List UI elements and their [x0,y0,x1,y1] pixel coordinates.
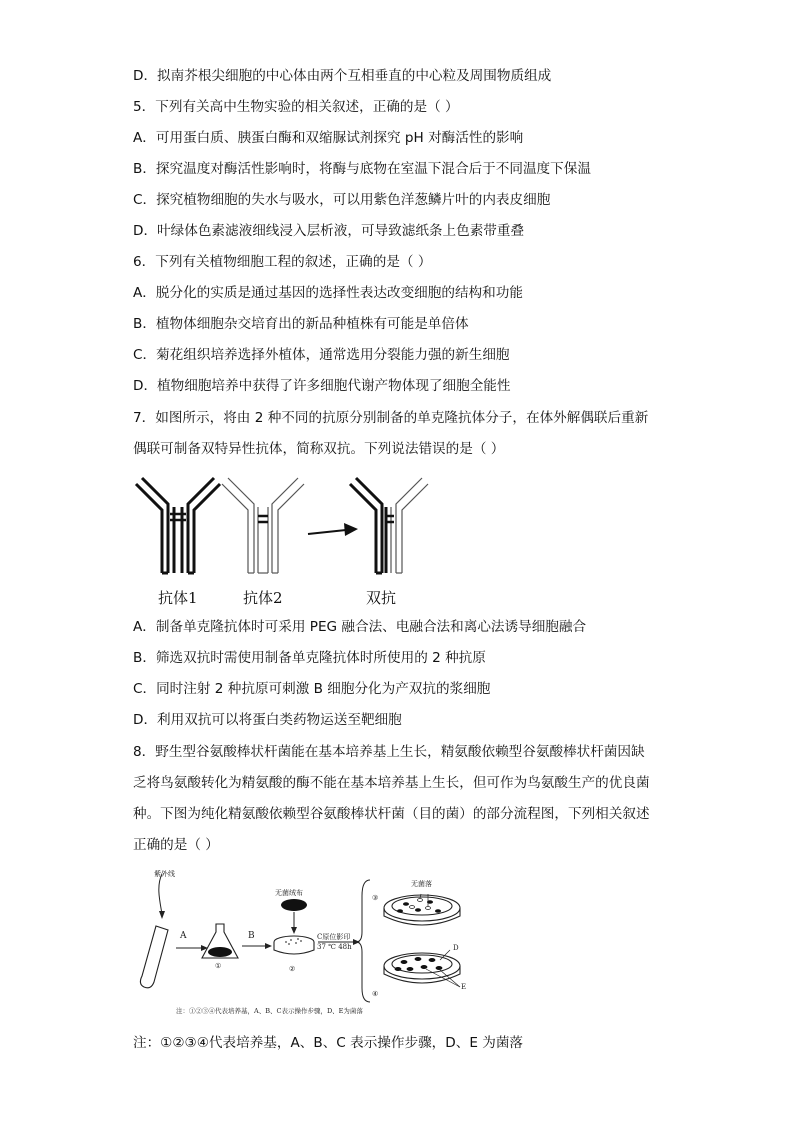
step-c-label: C原位影印 [317,933,351,941]
q5-option-c: C．探究植物细胞的失水与吸水，可以用紫色洋葱鳞片叶的内表皮细胞 [133,192,551,208]
figure-note: 注：①②③④代表培养基，A、B、C 表示操作步骤，D、E 为菌落 [133,1035,524,1051]
medium-4-label: ④ [372,990,379,998]
sterile-cloth-label: 无菌绒布 [275,889,303,897]
uv-label: 紫外线 [154,870,175,878]
q7-option-d: D．利用双抗可以将蛋白类药物运送至靶细胞 [133,712,402,728]
antibody-2-label: 抗体2 [243,589,283,607]
medium-3-label: ③ [372,894,379,902]
q6-option-d: D．植物细胞培养中获得了许多细胞代谢产物体现了细胞全能性 [133,378,511,394]
question-8-line3: 种。下图为纯化精氨酸依赖型谷氨酸棒状杆菌（目的菌）的部分流程图，下列相关叙述 [133,806,650,822]
q7-option-b: B．筛选双抗时需使用制备单克隆抗体时所使用的 2 种抗原 [133,650,486,666]
antibody-figure [130,470,450,600]
question-7-line1: 7．如图所示，将由 2 种不同的抗原分别制备的单克隆抗体分子，在体外解偶联后重新 [133,410,649,426]
flow-figure-note: 注：①②③④代表培养基，A、B、C表示操作步骤，D、E为菌落 [176,1007,363,1015]
flow-figure [134,866,494,1016]
q7-option-c: C．同时注射 2 种抗原可刺激 B 细胞分化为产双抗的浆细胞 [133,681,491,697]
petri-dish-2 [274,936,314,954]
question-8-line4: 正确的是（ ） [133,837,219,853]
option-d-q4: D．拟南芥根尖细胞的中心体由两个互相垂直的中心粒及周围物质组成 [133,68,552,84]
condition-label: 37 ℃ 48h [317,943,352,951]
question-6: 6．下列有关植物细胞工程的叙述，正确的是（ ） [133,254,432,270]
bispecific-label: 双抗 [366,589,397,607]
antibody-1-label: 抗体1 [158,589,198,607]
q6-option-b: B．植物体细胞杂交培育出的新品种植株有可能是单倍体 [133,316,469,332]
question-8-line2: 乏将鸟氨酸转化为精氨酸的酶不能在基本培养基上生长，但可作为鸟氨酸生产的优良菌 [133,775,650,791]
colony-e-label: E [461,983,467,991]
medium-2-label: ② [289,965,296,973]
bispecific-antibody-shape [350,478,428,573]
q6-option-c: C．菊花组织培养选择外植体，通常选用分裂能力强的新生细胞 [133,347,510,363]
q6-option-a: A．脱分化的实质是通过基因的选择性表达改变细胞的结构和功能 [133,285,523,301]
q5-option-d: D．叶绿体色素滤液细线浸入层析液，可导致滤纸条上色素带重叠 [133,223,525,239]
question-8-line1: 8．野生型谷氨酸棒状杆菌能在基本培养基上生长，精氨酸依赖型谷氨酸棒状杆菌因缺 [133,744,645,760]
q7-option-a: A．制备单克隆抗体时可采用 PEG 融合法、电融合法和离心法诱导细胞融合 [133,619,587,635]
test-tube-icon [140,926,168,988]
colony-d-label: D [453,944,459,952]
no-colony-label: 无菌落 [411,880,432,888]
step-b-label: B [248,931,255,941]
antibody-2-shape [222,478,304,573]
question-5: 5．下列有关高中生物实验的相关叙述，正确的是（ ） [133,99,459,115]
question-7-line2: 偶联可制备双特异性抗体，简称双抗。下列说法错误的是（ ） [133,441,505,457]
q5-option-a: A．可用蛋白质、胰蛋白酶和双缩脲试剂探究 pH 对酶活性的影响 [133,130,524,146]
q5-option-b: B．探究温度对酶活性影响时，将酶与底物在室温下混合后于不同温度下保温 [133,161,591,177]
antibody-1-shape [136,478,220,573]
antibody-1-fill [174,507,182,573]
medium-1-label: ① [215,962,222,970]
step-a-label: A [180,931,187,941]
arrow-right-icon [308,523,358,536]
